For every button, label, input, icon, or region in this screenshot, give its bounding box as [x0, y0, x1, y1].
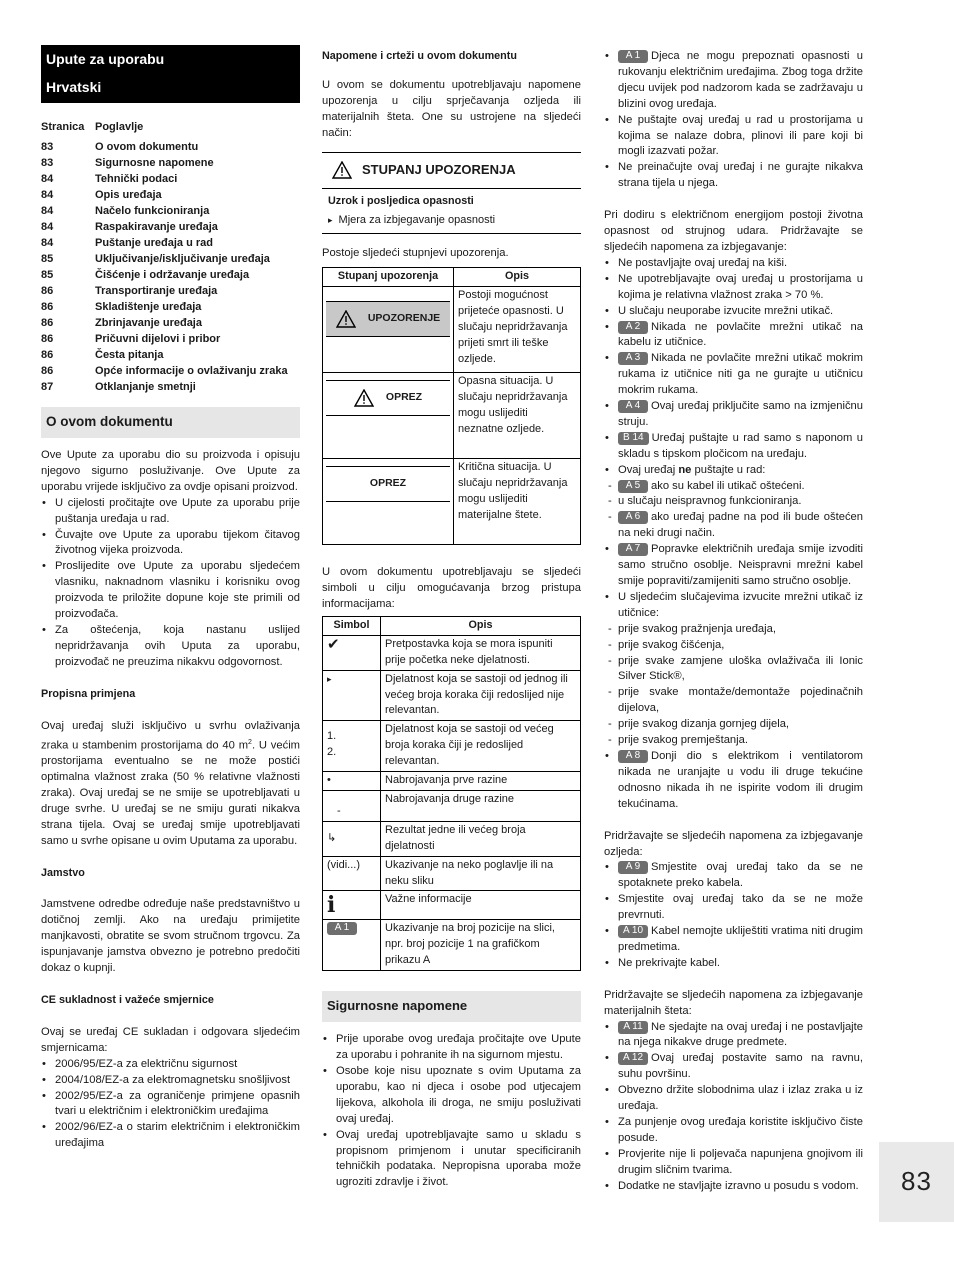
- list-item: [604, 892, 863, 924]
- table-row: [323, 287, 581, 373]
- doc-language: Hrvatski: [46, 79, 102, 95]
- list-text: Uređaj puštajte u rad samo s naponom u skladu s tipskom pločicom na uređaju.: [618, 431, 863, 460]
- column-right: [604, 49, 863, 1195]
- symbol-cell: (vidi...): [323, 856, 381, 891]
- toc-chapter: Sigurnosne napomene: [95, 157, 214, 169]
- list-text: Nikada ne povlačite mrežni utikač mokrim rukama iz utičnice niti ga ne gurajte u utičnicu mokrim rukama.: [618, 352, 863, 397]
- toc-page: 87: [41, 381, 54, 393]
- position-badge: A 6: [618, 511, 648, 524]
- list-item: • Čuvajte ove Upute za uporabu tijekom čitavog životnog vijeka proizvoda.: [41, 528, 300, 560]
- list-item: [604, 256, 863, 272]
- warning-cause: Uzrok i posljedica opasnosti: [328, 194, 474, 207]
- toc-head-page: Stranica: [41, 121, 85, 133]
- list-item: • Ovaj uređaj ne puštajte u rad:: [604, 463, 863, 479]
- symbols-head-symbol: Simbol: [323, 616, 381, 635]
- warranty-title: Jamstvo: [41, 866, 85, 879]
- notes-text: U ovom se dokumentu upotrebljavaju napomene upozorenja u cilju sprječavanja ozljeda ili materijalnih šteta. One su ustrojene na sljedeći način:: [322, 78, 581, 139]
- position-badge: A 1: [618, 50, 648, 63]
- toc-chapter: O ovom dokumentu: [95, 141, 199, 153]
- table-row: [323, 721, 581, 772]
- ce-title: CE sukladnost i važeće smjernice: [41, 994, 214, 1007]
- level-desc: Kritična situacija. U slučaju nepridržavanja mogu uslijediti materijalne štete.: [454, 459, 581, 545]
- symbol-cell: [323, 635, 381, 670]
- list-item: [604, 272, 863, 304]
- list-item: [604, 320, 863, 352]
- list-text: Ne prekrivajte kabel.: [618, 956, 720, 969]
- list-text: ako su kabel ili utikač oštećeni.: [651, 479, 805, 492]
- list-item: • 2002/96/EZ-a o starim električnim i elektroničkim uređajima: [41, 1120, 300, 1152]
- position-badge: A 2: [618, 321, 648, 334]
- toc-page: 84: [41, 173, 54, 185]
- toc-chapter: Otklanjanje smetnji: [95, 381, 196, 393]
- toc-item: [41, 267, 300, 283]
- list-item: - prije svakog dizanja gornjeg dijela,: [604, 717, 863, 733]
- position-badge: A 4: [618, 400, 648, 413]
- list-item: [604, 399, 863, 431]
- warning-icon: [354, 389, 374, 407]
- table-row: [323, 772, 581, 791]
- list-item: - prije svake montaže/demontaže pojedinačnih dijelova,: [604, 685, 863, 717]
- symbol-cell: [323, 920, 381, 971]
- toc-page: 84: [41, 205, 54, 217]
- levels-head-desc: Opis: [454, 268, 581, 287]
- list-text: U slučaju neuporabe izvucite mrežni utikač.: [618, 304, 834, 317]
- toc-chapter: Skladištenje uređaja: [95, 301, 202, 313]
- material-text: Pridržavajte se sljedećih napomena za izbjegavanje materijalnih šteta:: [604, 988, 863, 1017]
- list-item: • Proslijedite ove Upute za uporabu sljedećem vlasniku, naknadnom vlasniku i korisniku ovog proizvoda te priložite dopune koje ste primili od proizvođača.: [41, 559, 300, 623]
- symbol-cell: [323, 891, 381, 920]
- list-item: • 2004/108/EZ-a za elektromagnetsku snošljivost: [41, 1073, 300, 1089]
- toc-chapter: Puštanje uređaja u rad: [95, 237, 213, 249]
- toc-page: 84: [41, 221, 54, 233]
- symbol-desc: Ukazivanje na broj pozicije na slici, npr. broj pozicije 1 na grafičkom prikazu A: [381, 920, 581, 971]
- toc-page: 85: [41, 253, 54, 265]
- toc-chapter: Tehnički podaci: [95, 173, 178, 185]
- list-item: - prije svake zamjene uloška ovlaživača ili Ionic Silver Stick®,: [604, 654, 863, 686]
- table-row: [323, 920, 581, 971]
- list-item: [604, 1020, 863, 1052]
- list-item: [604, 304, 863, 320]
- list-text: Smjestite ovaj uređaj tako da se ne spotaknete preko kabela.: [618, 861, 863, 890]
- position-badge: A 10: [618, 925, 648, 938]
- position-badge: A 7: [618, 543, 648, 556]
- list-item: - prije svakog pražnjenja uređaja,: [604, 622, 863, 638]
- list-text: Ne postavljajte ovaj uređaj na kiši.: [618, 256, 788, 269]
- list-text: Ovaj uređaj postavite samo na ravnu, suhu površinu.: [618, 1052, 863, 1081]
- toc-item: [41, 299, 300, 315]
- symbol-cell: •: [323, 772, 381, 791]
- list-text: Za punjenje ovog uređaja koristite isključivo čiste posude.: [618, 1116, 863, 1144]
- list-item: [604, 494, 863, 510]
- list-text: Dodatke ne stavljajte izravno u posudu s vodom.: [618, 1179, 859, 1192]
- column-middle: [322, 45, 581, 1191]
- about-bullets: [41, 496, 300, 671]
- doc-header: [41, 45, 300, 103]
- symbol-desc: Djelatnost koja se sastoji od većeg broja koraka čiji je redoslijed relevantan.: [381, 721, 581, 772]
- warning-levels-table: [322, 267, 581, 545]
- warning-icon: [322, 161, 362, 179]
- list-item: [604, 431, 863, 463]
- dash-icon: -: [337, 804, 341, 817]
- list-text: u slučaju neispravnog funkcioniranja.: [618, 495, 802, 508]
- page-number: 83: [879, 1142, 954, 1222]
- toc-item: [41, 235, 300, 251]
- toc-page: 83: [41, 157, 54, 169]
- list-item: [604, 1179, 863, 1195]
- check-icon: ✔: [327, 635, 340, 653]
- toc-page: 86: [41, 349, 54, 361]
- list-item: - prije svakog čišćenja,: [604, 638, 863, 654]
- toc-page: 84: [41, 189, 54, 201]
- electric-text: Pri dodiru s električnom energijom postoji životna opasnost od strujnog udara. Pridržavajte se sljedećih napomena za izbjegavanje:: [604, 209, 863, 253]
- toc-item: [41, 251, 300, 267]
- list-text: Donji dio s elektrikom i ventilatorom nikada ne uranjajte u vodu ili druge tekućine odnosno nikada ih ne ispirite vodom ili drugim tekućinama.: [618, 749, 863, 810]
- warning-avoid: Mjera za izbjegavanje opasnosti: [338, 214, 496, 227]
- section-about-title: O ovom dokumentu: [41, 407, 300, 438]
- toc-chapter: Opis uređaja: [95, 189, 162, 201]
- toc-chapter: Opće informacije o ovlaživanju zraka: [95, 365, 288, 377]
- ce-text: Ovaj se uređaj CE sukladan i odgovara sljedećim smjernicama:: [41, 1025, 300, 1054]
- list-text: ako uređaj padne na pod ili bude oštećen na neki drugi način.: [618, 511, 863, 540]
- position-badge: A 9: [618, 861, 648, 874]
- level-warning-label: UPOZORENJE: [326, 301, 450, 337]
- table-row: [323, 891, 581, 920]
- symbol-desc: Ukazivanje na neko poglavlje ili na neku sliku: [381, 856, 581, 891]
- position-badge: A 11: [618, 1021, 648, 1034]
- position-badge: B 14: [618, 432, 649, 445]
- toc-page: 86: [41, 301, 54, 313]
- toc-page: 83: [41, 141, 54, 153]
- level-notice-label: OPREZ: [326, 466, 450, 502]
- toc-chapter: Zbrinjavanje uređaja: [95, 317, 202, 329]
- toc-page: 85: [41, 269, 54, 281]
- list-item: [604, 479, 863, 495]
- list-text: Ne preinačujte ovaj uređaj i ne gurajte nikakva strana tijela u njega.: [618, 161, 863, 190]
- toc-head-chapter: Poglavlje: [95, 121, 144, 133]
- toc-item: [41, 219, 300, 235]
- position-badge: A 3: [618, 352, 648, 365]
- symbol-cell: [323, 670, 381, 721]
- info-icon: i: [327, 892, 336, 919]
- symbols-table: [322, 616, 581, 971]
- toc-chapter: Raspakiravanje uređaja: [95, 221, 218, 233]
- table-row: [323, 821, 581, 856]
- list-item: [604, 956, 863, 972]
- position-badge: A 12: [618, 1052, 648, 1065]
- list-item: [604, 749, 863, 813]
- list-item: [604, 924, 863, 956]
- symbol-cell: [323, 790, 381, 821]
- warning-icon: [336, 310, 356, 328]
- warranty-text: Jamstvene odredbe određuje naše predstavništvo u dotičnoj zemlji. Ako na uređaju primijetite manjkavosti, obratite se svom stručnom trgovcu. Za ispunjavanje jamstva obvezno je potrebno predočiti dokaz o kupnji.: [41, 898, 300, 975]
- list-text: Smjestite ovaj uređaj tako da se ne može prevrnuti.: [618, 893, 863, 922]
- toc-item: [41, 155, 300, 171]
- table-row: [323, 459, 581, 545]
- toc-item: [41, 187, 300, 203]
- toc-page: 86: [41, 317, 54, 329]
- result-arrow-icon: ↳: [327, 831, 337, 844]
- toc-chapter: Čišćenje i održavanje uređaja: [95, 269, 250, 281]
- levels-intro: Postoje sljedeći stupnjevi upozorenja.: [322, 247, 509, 260]
- list-text: Djeca ne mogu prepoznati opasnosti u rukovanju električnim uređajima. Zbog toga držite djecu uvijek pod nadzorom kada se zadržavaju u blizini ovog uređaja.: [618, 50, 863, 110]
- list-item: • U sljedećim slučajevima izvucite mrežni utikač iz utičnice:: [604, 590, 863, 622]
- use-text: Ovaj uređaj služi isključivo u svrhu ovlaživanja zraka u stambenim prostorijama do 40 $m^2$. U većim prostorijama eventualno se ne može postići optimalna vlažnost zraka (50 % relativne vlažnosti zraka). Ovaj uređaj se ne smije se upotrebljavati u druge svrhe. U uređaj se ne smiju gurati nikakva strana tijela. Ovaj se uređaj smije upotrebljavati samo u svrhe opisane u ovim Uputama za uporabu.: [41, 719, 300, 847]
- list-text: Provjerite nije li poljevača napunjena gnojivom ili drugim sličnim tvarima.: [618, 1147, 863, 1176]
- list-item: • Ovaj uređaj upotrebljavajte samo u skladu s propisnom primjenom i unutar specificiranih tehničkih podataka. Nepropisna uporaba može ugroziti zdravlje i život.: [322, 1128, 581, 1192]
- list-text: Nikada ne povlačite mrežni utikač na kabelu iz utičnice.: [618, 320, 863, 349]
- ce-bullets: [41, 1057, 300, 1152]
- level-caution-label: OPREZ: [326, 380, 450, 416]
- list-item: [604, 160, 863, 192]
- list-text: Ne sjedajte na ovaj uređaj i ne postavljajte na njega nikakve druge predmete.: [618, 1020, 863, 1049]
- list-item: [604, 1115, 863, 1147]
- list-text: Obvezno držite slobodnima ulaz i izlaz zraka u iz uređaja.: [618, 1084, 863, 1113]
- levels-head-level: Stupanj upozorenja: [323, 268, 454, 287]
- injury-text: Pridržavajte se sljedećih napomena za izbjegavanje ozljeda:: [604, 829, 863, 858]
- list-item: [604, 860, 863, 892]
- list-item: [604, 113, 863, 161]
- symbol-desc: Nabrojavanja druge razine: [381, 790, 581, 821]
- arrow-icon: ▸: [327, 673, 332, 684]
- arrow-icon: ▸: [328, 215, 333, 226]
- toc-page: 86: [41, 365, 54, 377]
- symbol-desc: Pretpostavka koja se mora ispuniti prije početka neke djelatnosti.: [381, 635, 581, 670]
- list-text: Kabel nemojte ukliještiti vratima niti drugim predmetima.: [618, 925, 863, 953]
- toc-chapter: Transportiranje uređaja: [95, 285, 218, 297]
- toc-chapter: Uključivanje/isključivanje uređaja: [95, 253, 270, 265]
- doc-title: Upute za uporabu: [46, 51, 165, 67]
- symbol-cell: 1. 2.: [323, 721, 381, 772]
- level-desc: Opasna situacija. U slučaju nepridržavanja mogu uslijediti neznatne ozljede.: [454, 373, 581, 459]
- toc-chapter: Pričuvni dijelovi i pribor: [95, 333, 221, 345]
- list-item: [604, 351, 863, 399]
- toc-item: [41, 315, 300, 331]
- safety-bullets: [322, 1032, 581, 1191]
- toc-item: [41, 283, 300, 299]
- toc-item: [41, 171, 300, 187]
- table-of-contents: [41, 119, 300, 395]
- position-badge: A 1: [327, 922, 357, 935]
- table-row: [323, 670, 581, 721]
- list-text: Ovaj uređaj priključite samo na izmjeničnu struju.: [618, 400, 863, 428]
- symbol-desc: Rezultat jedne ili većeg broja djelatnosti: [381, 821, 581, 856]
- list-item: [604, 49, 863, 113]
- symbol-cell: [323, 821, 381, 856]
- list-item: [604, 542, 863, 590]
- list-item: • Osobe koje nisu upoznate s ovim Uputama za uporabu, kao ni djeca i osobe pod utjecajem lijekova, alkohola ili droga, ne smiju posluživati ovaj uređaj.: [322, 1064, 581, 1128]
- toc-page: 86: [41, 285, 54, 297]
- table-row: [323, 373, 581, 459]
- list-text: Popravke električnih uređaja smije izvoditi samo stručno osoblje. Neispravni mrežni kabel smije popraviti/zamijeniti samo stručno osoblje.: [618, 543, 863, 587]
- list-item: [604, 1147, 863, 1179]
- list-item: [604, 1083, 863, 1115]
- position-badge: A 8: [618, 750, 648, 763]
- warning-level-title: STUPANJ UPOZORENJA: [362, 162, 516, 178]
- toc-item: [41, 347, 300, 363]
- list-text: Ne upotrebljavajte ovaj uređaj u prostorijama u kojima je relativna vlažnost zraka > 70 %.: [618, 272, 863, 301]
- list-item: • Za oštećenja, koja nastanu uslijed nepridržavanja ovih Uputa za uporabu, proizvođač ne preuzima nikakvu odgovornost.: [41, 623, 300, 671]
- symbols-intro: U ovom dokumentu upotrebljavaju se sljedeći simboli u cilju omogućavanja brzog pristupa informacijama:: [322, 566, 581, 610]
- toc-item: [41, 203, 300, 219]
- list-text: Ne puštajte ovaj uređaj u rad u prostorijama u kojima se nalaze dobra, plinovi ili pare koji bi mogli izazvati požar.: [618, 113, 863, 158]
- toc-item: [41, 379, 300, 395]
- symbol-desc: Djelatnost koja se sastoji od jednog ili većeg broja koraka čiji redoslijed nije relevantan.: [381, 670, 581, 721]
- position-badge: A 5: [618, 480, 648, 493]
- toc-item: [41, 363, 300, 379]
- toc-chapter: Načelo funkcioniranja: [95, 205, 210, 217]
- symbol-desc: Važne informacije: [381, 891, 581, 920]
- warning-template: [322, 152, 581, 235]
- toc-item: [41, 331, 300, 347]
- symbols-head-desc: Opis: [381, 616, 581, 635]
- toc-page: 84: [41, 237, 54, 249]
- column-left: [41, 45, 300, 1152]
- list-item: • Prije uporabe ovog uređaja pročitajte ove Upute za uporabu i pohranite ih na sigurnom mjestu.: [322, 1032, 581, 1064]
- symbol-desc: Nabrojavanja prve razine: [381, 772, 581, 791]
- level-desc: Postoji mogućnost prijeteće opasnosti. U slučaju nepridržavanja prijeti smrt ili teške ozljede.: [454, 287, 581, 373]
- table-row: [323, 790, 581, 821]
- toc-page: 86: [41, 333, 54, 345]
- notes-title: Napomene i crteži u ovom dokumentu: [322, 50, 517, 62]
- list-item: • U cijelosti pročitajte ove Upute za uporabu prije puštanja uređaja u rad.: [41, 496, 300, 528]
- toc-item: [41, 139, 300, 155]
- list-item: • 2006/95/EZ-a za električnu sigurnost: [41, 1057, 300, 1073]
- use-title: Propisna primjena: [41, 687, 136, 700]
- table-row: [323, 635, 581, 670]
- about-intro: Ove Upute za uporabu dio su proizvoda i opisuju njegovo sigurno posluživanje. Ove Upute za uporabu vrijede isključivo za ovdje opisani proizvod.: [41, 449, 300, 493]
- list-item: - prije svakog premještanja.: [604, 733, 863, 749]
- section-safety-title: Sigurnosne napomene: [322, 991, 581, 1022]
- list-item: [604, 1051, 863, 1083]
- table-row: [323, 856, 581, 891]
- toc-chapter: Česta pitanja: [95, 349, 164, 361]
- list-item: • 2002/95/EZ-a za ograničenje primjene opasnih tvari u električnim i elektroničkim uređajima: [41, 1089, 300, 1121]
- list-item: [604, 510, 863, 542]
